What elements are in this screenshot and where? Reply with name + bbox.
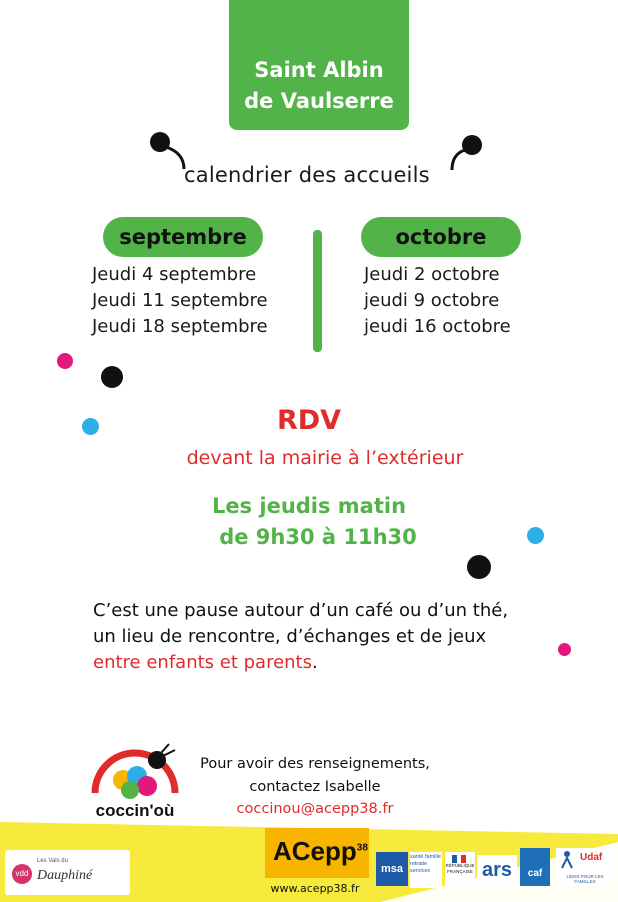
udaf-logo xyxy=(556,848,614,886)
rdv-hours: de 9h30 à 11h30 xyxy=(219,525,417,549)
description-line: C’est une pause autour d’un café ou d’un thé, xyxy=(93,600,509,621)
acepp-logo-text xyxy=(273,836,368,867)
header-title-line1: Saint Albin xyxy=(254,58,384,82)
description-line xyxy=(93,650,563,676)
date-item: Jeudi 18 septembre xyxy=(92,316,268,337)
rdv-title: RDV xyxy=(276,405,342,436)
date-item: jeudi 16 octobre xyxy=(364,316,511,337)
msa-logo-caption: santé famille retraite services xyxy=(410,852,442,888)
coccinou-logo-text: coccin'où xyxy=(95,801,175,820)
header-title-line2: de Vaulserre xyxy=(244,89,394,113)
dauphine-logo-text: Dauphiné xyxy=(37,868,93,883)
contact-email-link[interactable]: coccinou@acepp38.fr xyxy=(236,801,394,817)
rdv-place: devant la mairie à l’extérieur xyxy=(186,447,464,469)
acepp-logo xyxy=(265,828,369,878)
column-divider xyxy=(313,230,322,352)
date-item: Jeudi 11 septembre xyxy=(92,290,268,311)
footer-website-link[interactable]: www.acepp38.fr xyxy=(270,882,360,895)
dauphine-logo xyxy=(5,850,130,895)
republique-francaise-logo xyxy=(445,852,475,886)
udaf-logo-text: Udaf xyxy=(580,852,603,863)
calendar-subtitle: calendrier des accueils xyxy=(184,163,430,187)
decorative-dot-black xyxy=(101,366,123,388)
acepp-logo-number: 38 xyxy=(356,842,368,854)
decorative-dot-pink xyxy=(57,353,73,369)
decorative-dot-black xyxy=(467,555,491,579)
ars-logo: ars xyxy=(477,855,517,885)
september-dates-list xyxy=(92,262,268,340)
month-pill-october: octobre xyxy=(361,217,521,257)
date-item: Jeudi 2 octobre xyxy=(364,264,500,285)
header-title-box xyxy=(229,0,409,130)
month-pill-september: septembre xyxy=(103,217,263,257)
description-highlight: entre enfants et parents xyxy=(93,652,312,673)
rdv-days: Les jeudis matin xyxy=(211,494,407,518)
description-line: un lieu de rencontre, d’échanges et de jeux xyxy=(93,626,487,647)
description-period: . xyxy=(312,652,318,673)
contact-person: contactez Isabelle xyxy=(249,779,381,795)
msa-logo-text: msa xyxy=(376,852,408,886)
date-item: Jeudi 4 septembre xyxy=(92,264,257,285)
republique-logo-text: RÉPUBLIQUE FRANÇAISE xyxy=(445,863,475,874)
date-item: jeudi 9 octobre xyxy=(364,290,500,311)
antenna-right-decoration xyxy=(440,128,490,178)
caf-logo: caf xyxy=(520,848,550,886)
udaf-family-icon xyxy=(560,850,574,870)
msa-logo xyxy=(376,852,408,886)
acepp-logo-main: ACepp xyxy=(273,836,357,866)
vdd-badge-icon: vdd xyxy=(12,864,32,884)
french-flag-icon xyxy=(452,855,466,863)
description-paragraph xyxy=(93,598,563,676)
udaf-logo-caption: LIENS POUR LES FAMILLES xyxy=(566,874,604,884)
contact-line: Pour avoir des renseignements, xyxy=(200,756,430,772)
dauphine-logo-small-text: Les Vals du xyxy=(37,858,68,864)
october-dates-list xyxy=(364,262,511,340)
